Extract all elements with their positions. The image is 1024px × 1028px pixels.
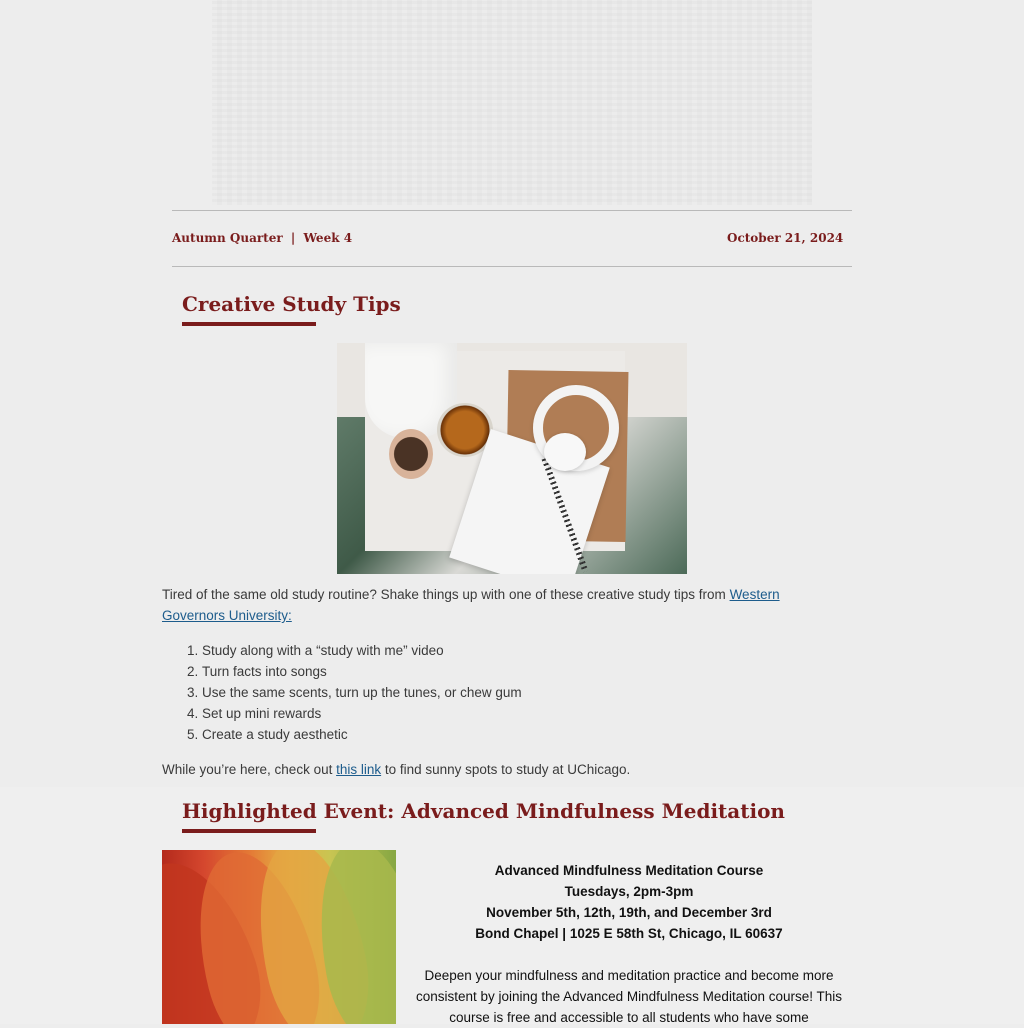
autumn-leaves-photo [162, 850, 396, 1024]
event-title: Advanced Mindfulness Meditation Course [494, 863, 764, 878]
event-heading: Highlighted Event: Advanced Mindfulness Meditation [182, 799, 785, 823]
week-label: Week 4 [303, 231, 353, 245]
header-separator: | [290, 231, 296, 245]
issue-date: October 21, 2024 [727, 231, 844, 245]
event-location: Bond Chapel | 1025 E 58th St, Chicago, IL 60637 [475, 926, 783, 941]
event-description: Deepen your mindfulness and meditation practice and become more consistent by joining the Advanced Mindfulness Meditation course! This course is free and accessible to all students who have some [416, 968, 842, 1025]
list-item: 5. Create a study aesthetic [202, 724, 522, 745]
study-spots-link[interactable]: this link [336, 762, 382, 777]
event-schedule: Tuesdays, 2pm-3pm [564, 884, 694, 899]
event-dates: November 5th, 12th, 19th, and December 3rd [486, 905, 772, 920]
issue-label [172, 231, 352, 245]
study-tips-heading-underline [182, 322, 316, 326]
event-heading-underline [182, 829, 316, 833]
header-bottom-divider [172, 266, 852, 267]
header-top-divider [172, 210, 852, 211]
list-item: 1. Study along with a “study with me” video [202, 640, 522, 661]
study-desk-photo [337, 343, 687, 574]
study-tips-list [162, 640, 522, 745]
list-item: 2. Turn facts into songs [202, 661, 522, 682]
study-spots-note [162, 759, 842, 780]
event-details [410, 860, 848, 1028]
quarter-label: Autumn Quarter [172, 231, 283, 245]
study-spots-text-after: to find sunny spots to study at UChicago. [381, 762, 631, 777]
study-tips-intro [162, 584, 842, 626]
wgu-link[interactable]: Western Governors University: [162, 587, 780, 623]
list-item: 4. Set up mini rewards [202, 703, 522, 724]
newsletter-banner-image [212, 0, 812, 205]
list-item: 3. Use the same scents, turn up the tunes, or chew gum [202, 682, 522, 703]
study-spots-text-before: While you’re here, check out [162, 762, 337, 777]
study-tips-heading: Creative Study Tips [182, 292, 401, 316]
study-tips-intro-text: Tired of the same old study routine? Shake things up with one of these creative study tips from [162, 587, 730, 602]
